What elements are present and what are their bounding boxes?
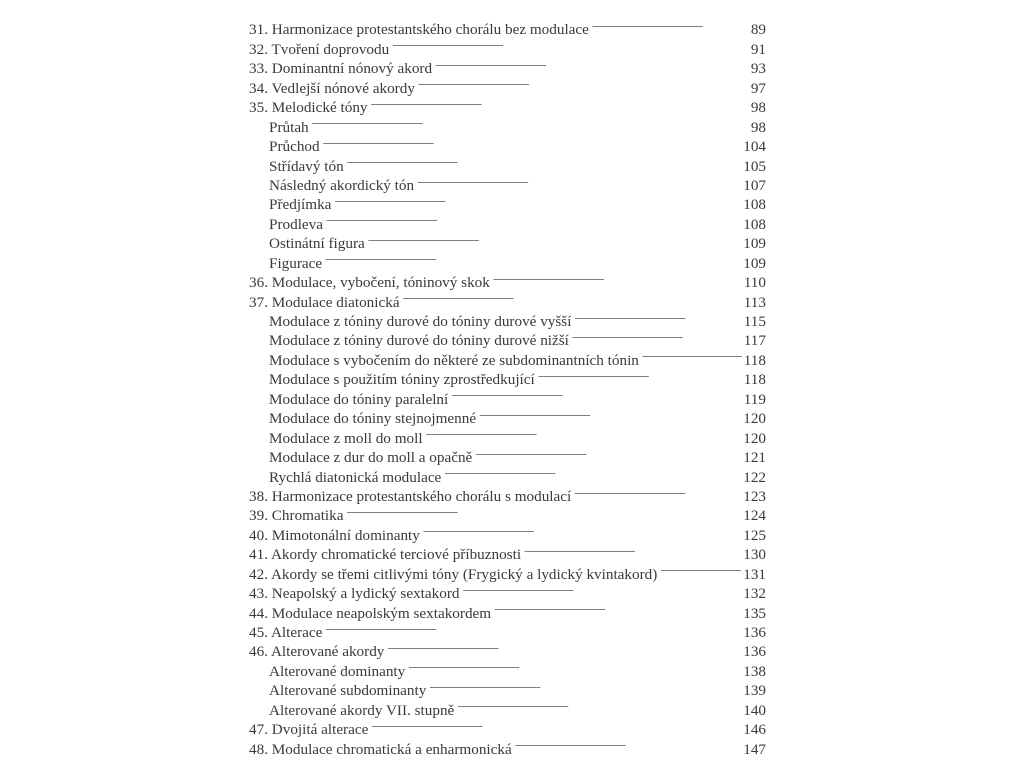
toc-page-number: 104 [743, 138, 766, 156]
dot-leader [332, 190, 741, 209]
dot-leader [640, 345, 742, 364]
dot-leader [321, 132, 742, 151]
toc-entry-title: 31. Harmonizace protestantského chorálu bez modulace [249, 21, 589, 39]
toc-entry-title: 32. Tvoření doprovodu [249, 40, 390, 58]
dot-leader [385, 637, 741, 656]
toc-entry-title: Modulace s vybočením do některé ze subdominantních tónin [269, 351, 639, 369]
toc-page-number: 105 [743, 157, 766, 175]
dot-leader [421, 520, 741, 539]
toc-page-number: 124 [743, 507, 766, 525]
dot-leader [590, 15, 749, 34]
toc-entry-title: Modulace z tóniny durové do tóniny durové vyšší [269, 313, 572, 330]
toc-entry-title: Modulace do tóniny paralelní [269, 390, 449, 408]
dot-leader [390, 34, 749, 53]
dot-leader [522, 540, 741, 559]
toc-subentry [249, 248, 766, 272]
toc-entry-title: Modulace z dur do moll a opačně [269, 449, 473, 467]
toc-page-number: 107 [743, 176, 766, 194]
toc-entry-title: 34. Vedlejší nónové akordy [249, 79, 415, 97]
toc-entry-title: 35. Melodické tóny [249, 99, 368, 117]
toc-entry-title: 38. Harmonizace protestantského chorálu s modulací [249, 487, 572, 505]
toc-page-number: 122 [743, 468, 766, 486]
toc-page-number: 135 [743, 604, 766, 622]
toc-page-number: 109 [743, 254, 766, 272]
toc-subentry [249, 229, 766, 253]
toc-entry-title: 45. Alterace [249, 624, 323, 641]
toc-entry-title: Ostinátní figura [269, 235, 365, 253]
dot-leader [572, 307, 741, 326]
dot-leader [323, 618, 741, 637]
toc-page-number: 136 [743, 624, 766, 641]
dot-leader [477, 404, 741, 423]
toc-page-number: 113 [743, 293, 766, 311]
toc-page-number: 98 [750, 118, 766, 136]
toc-entry-title: Modulace z tóniny durové do tóniny durové nižší [269, 332, 569, 350]
dot-leader [433, 54, 749, 73]
dot-leader [449, 384, 742, 403]
dot-leader [492, 598, 741, 617]
toc-page-number: 98 [750, 99, 766, 117]
dot-leader [369, 93, 749, 112]
toc-page-number: 120 [743, 410, 766, 428]
dot-leader [460, 579, 741, 598]
toc-entry-title: Alterované akordy VII. stupně [269, 701, 455, 719]
toc-page-number: 118 [743, 371, 766, 389]
toc-page-number: 120 [743, 429, 766, 447]
toc-subentry [249, 112, 766, 136]
toc-entry [249, 15, 766, 39]
toc-page-number: 89 [750, 21, 766, 39]
dot-leader [536, 365, 742, 384]
dot-leader [369, 715, 741, 734]
toc-entry-title: 42. Akordy se třemi citlivými tóny (Frygický a lydický kvintakord) [249, 565, 658, 583]
toc-entry-title: 37. Modulace diatonická [249, 293, 400, 311]
toc-page-number: 146 [743, 721, 766, 739]
toc-subentry [249, 209, 766, 233]
toc-entry-title: Modulace do tóniny stejnojmenné [269, 410, 477, 428]
dot-leader [658, 559, 741, 578]
table-of-contents [249, 15, 766, 758]
dot-leader [406, 656, 741, 675]
toc-entry-title: 41. Akordy chromatické terciové příbuznosti [249, 546, 522, 564]
toc-entry [249, 618, 766, 641]
dot-leader [415, 171, 741, 190]
toc-page-number: 108 [743, 215, 766, 233]
toc-page-number: 136 [743, 643, 766, 661]
toc-entry-title: 46. Alterované akordy [249, 643, 385, 661]
dot-leader [344, 501, 741, 520]
toc-entry-title: 39. Chromatika [249, 507, 344, 525]
toc-entry-title: 48. Modulace chromatická a enharmonická [249, 740, 512, 758]
toc-entry-title: Modulace s použitím tóniny zprostředkující [269, 371, 535, 389]
toc-entry [249, 637, 766, 661]
toc-page-number: 147 [743, 740, 766, 758]
toc-entry-title: 43. Neapolský a lydický sextakord [249, 585, 460, 603]
dot-leader [513, 734, 742, 753]
toc-page-number: 115 [743, 313, 766, 330]
toc-page-number: 119 [743, 390, 766, 408]
dot-leader [401, 287, 742, 306]
toc-entry-title: Následný akordický tón [269, 176, 415, 194]
dot-leader [416, 73, 749, 92]
toc-page-number: 130 [743, 546, 766, 564]
toc-page-number: 108 [743, 196, 766, 214]
toc-page-number: 117 [743, 332, 766, 350]
toc-page-number: 121 [743, 449, 766, 467]
toc-entry-title: Průtah [269, 118, 309, 136]
toc-entry-title: Rychlá diatonická modulace [269, 468, 442, 486]
toc-subentry [249, 132, 766, 156]
toc-entry-title: 36. Modulace, vybočení, tóninový skok [249, 274, 490, 292]
toc-entry [249, 268, 766, 292]
toc-entry-title: Průchod [269, 138, 320, 156]
toc-page-number: 125 [743, 526, 766, 544]
dot-leader [324, 209, 741, 228]
toc-entry-title: Prodleva [269, 215, 323, 233]
toc-entry-title: 47. Dvojitá alterace [249, 721, 369, 739]
toc-page-number: 138 [743, 662, 766, 680]
dot-leader [345, 151, 742, 170]
toc-entry-title: 40. Mimotonální dominanty [249, 526, 420, 544]
dot-leader [366, 229, 741, 248]
dot-leader [310, 112, 749, 131]
toc-page-number: 131 [743, 565, 766, 583]
toc-entry-title: Předjímka [269, 196, 332, 214]
toc-entry-title: 33. Dominantní nónový akord [249, 60, 433, 78]
dot-leader [473, 443, 741, 462]
dot-leader [424, 423, 742, 442]
dot-leader [442, 462, 741, 481]
toc-page-number: 110 [743, 274, 766, 292]
toc-entry-title: Alterované subdominanty [269, 682, 427, 700]
toc-page-number: 93 [750, 60, 766, 78]
toc-page-number: 140 [743, 701, 766, 719]
dot-leader [427, 676, 741, 695]
toc-entry-title: Alterované dominanty [269, 662, 406, 680]
dot-leader [572, 482, 741, 501]
dot-leader [570, 326, 742, 345]
toc-page-number: 109 [743, 235, 766, 253]
toc-page-number: 123 [743, 487, 766, 505]
toc-entry-title: Střídavý tón [269, 157, 344, 175]
toc-subentry [249, 151, 766, 175]
toc-page-number: 139 [743, 682, 766, 700]
toc-page-number: 91 [750, 40, 766, 58]
toc-page-number: 97 [750, 79, 766, 97]
toc-entry-title: 44. Modulace neapolským sextakordem [249, 604, 492, 622]
toc-entry-title: Modulace z moll do moll [269, 429, 423, 447]
toc-page-number: 132 [743, 585, 766, 603]
dot-leader [323, 248, 741, 267]
toc-entry-title: Figurace [269, 254, 323, 272]
dot-leader [455, 695, 741, 714]
toc-page-number: 118 [743, 351, 766, 369]
dot-leader [491, 268, 742, 287]
